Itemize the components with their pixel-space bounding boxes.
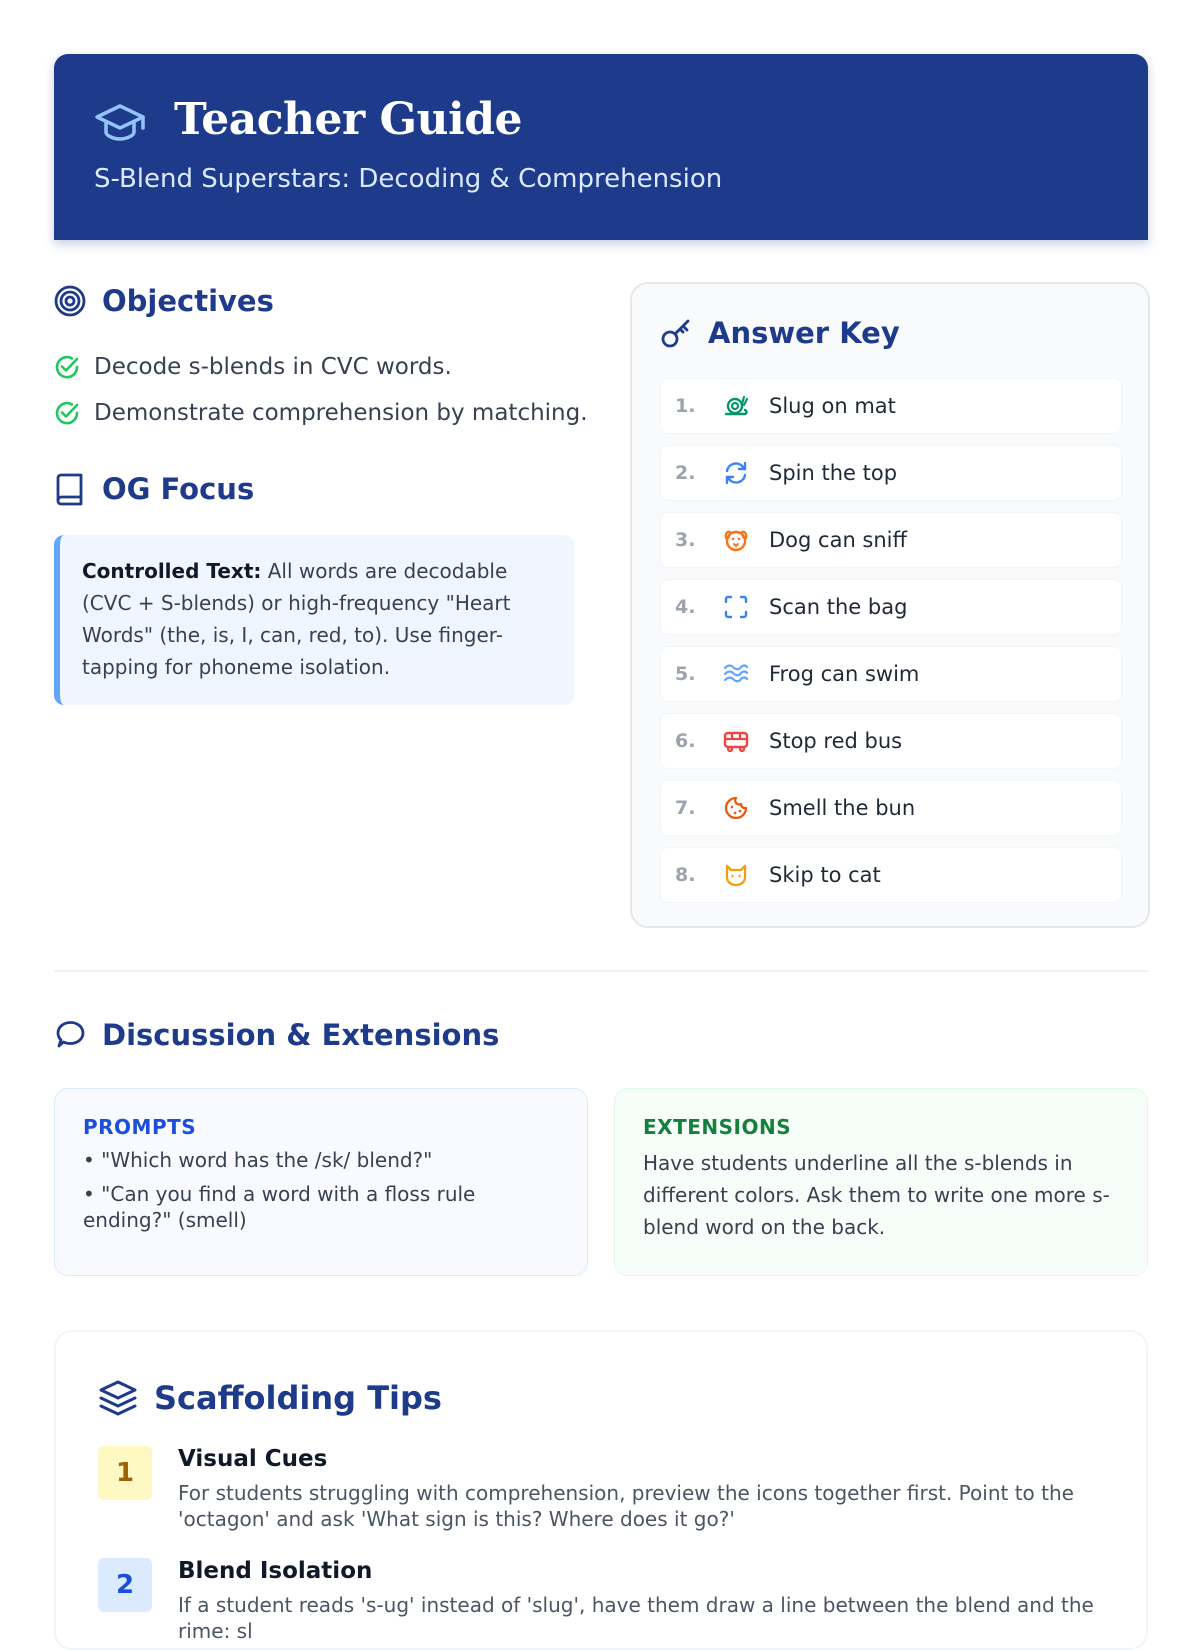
tip-text: For students struggling with comprehension, preview the icons together first. Point to the 'octagon' and ask 'What sign is this? Where does it go?' <box>178 1481 1074 1531</box>
page-subtitle: S-Blend Superstars: Decoding & Comprehension <box>94 164 723 194</box>
extensions-title: EXTENSIONS <box>643 1115 792 1139</box>
page-title: Teacher Guide <box>174 94 523 145</box>
answer-number: 1. <box>675 395 696 417</box>
answer-number: 2. <box>675 462 696 484</box>
og-focus-title: OG Focus <box>102 472 255 506</box>
chat-bubble-icon <box>54 1019 86 1051</box>
prompts-panel <box>54 1088 588 1276</box>
og-focus-note <box>54 535 574 705</box>
answer-number: 4. <box>675 596 696 618</box>
answer-number: 5. <box>675 663 696 685</box>
key-icon <box>660 317 692 349</box>
objectives-heading <box>54 284 274 318</box>
refresh-icon <box>723 460 749 486</box>
answer-text: Dog can sniff <box>769 528 907 552</box>
objective-text: Demonstrate comprehension by matching. <box>94 400 588 426</box>
list-item <box>54 344 594 390</box>
og-focus-text: All words are decodable (CVC + S-blends) or high-frequency "Heart Words" (the, is, I, can, red, to). Use finger-tapping for phoneme isolation. <box>82 559 511 679</box>
list-item <box>660 713 1122 769</box>
list-item <box>660 445 1122 501</box>
cookie-icon <box>723 795 749 821</box>
answer-key-card <box>630 282 1150 928</box>
discussion-heading <box>54 1018 499 1052</box>
list-item <box>660 512 1122 568</box>
answer-number: 3. <box>675 529 696 551</box>
answer-key-heading <box>660 316 900 350</box>
snail-icon <box>723 393 749 419</box>
answer-number: 7. <box>675 797 696 819</box>
og-focus-heading <box>54 472 254 506</box>
list-item <box>660 646 1122 702</box>
answer-text: Spin the top <box>769 461 898 485</box>
discussion-title: Discussion & Extensions <box>102 1018 500 1052</box>
tip-title: Blend Isolation <box>178 1558 373 1584</box>
scan-icon <box>723 594 749 620</box>
answer-text: Scan the bag <box>769 595 908 619</box>
list-item <box>660 780 1122 836</box>
book-icon <box>54 472 86 506</box>
scaffolding-card <box>54 1330 1148 1650</box>
objectives-title: Objectives <box>102 284 274 318</box>
objectives-list <box>54 344 594 436</box>
objective-text: Decode s-blends in CVC words. <box>94 354 452 380</box>
graduation-cap-icon <box>94 102 146 142</box>
extensions-text: Have students underline all the s-blends in different colors. Ask them to write one more s-blend word on the back. <box>643 1151 1110 1239</box>
answer-text: Smell the bun <box>769 796 916 820</box>
check-circle-icon <box>54 400 80 426</box>
waves-icon <box>723 661 749 687</box>
prompts-title: PROMPTS <box>83 1115 197 1139</box>
layers-icon <box>98 1378 138 1418</box>
tip-text: If a student reads 's-ug' instead of 'slug', have them draw a line between the blend and the rime: sl <box>178 1593 1094 1643</box>
tip-number-badge: 2 <box>98 1558 152 1612</box>
target-icon <box>54 285 86 317</box>
answer-number: 6. <box>675 730 696 752</box>
list-item <box>54 390 594 436</box>
scaffolding-heading <box>98 1378 442 1418</box>
check-circle-icon <box>54 354 80 380</box>
answer-text: Frog can swim <box>769 662 920 686</box>
dog-icon <box>723 527 749 553</box>
answer-key-title: Answer Key <box>708 316 900 350</box>
bus-icon <box>723 728 749 754</box>
answer-text: Slug on mat <box>769 394 896 418</box>
tip-number-badge: 1 <box>98 1446 152 1500</box>
cat-icon <box>723 862 749 888</box>
answer-number: 8. <box>675 864 696 886</box>
answer-text: Stop red bus <box>769 729 903 753</box>
extensions-panel <box>614 1088 1148 1276</box>
list-item <box>660 579 1122 635</box>
tip-title: Visual Cues <box>178 1446 328 1472</box>
answer-key-list <box>660 378 1122 914</box>
og-focus-label: Controlled Text: <box>82 559 262 583</box>
list-item <box>660 847 1122 903</box>
section-divider <box>54 970 1148 972</box>
answer-text: Skip to cat <box>769 863 881 887</box>
list-item <box>660 378 1122 434</box>
scaffolding-title: Scaffolding Tips <box>154 1379 442 1417</box>
guide-header <box>54 54 1148 240</box>
prompt-item: • "Can you find a word with a floss rule ending?" (smell) <box>83 1182 476 1232</box>
prompt-item: • "Which word has the /sk/ blend?" <box>83 1148 433 1172</box>
